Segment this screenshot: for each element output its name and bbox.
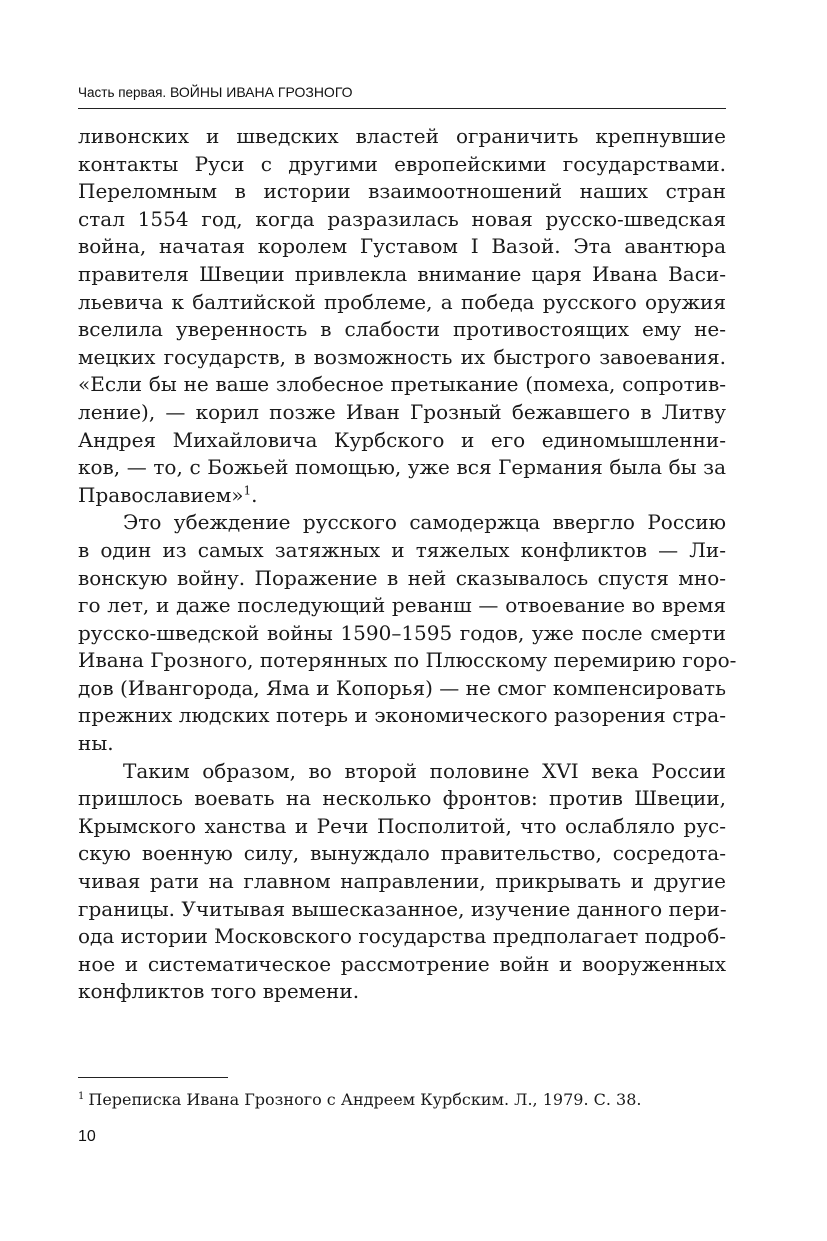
running-head-title: ВОЙНЫ ИВАНА ГРОЗНОГО (170, 84, 353, 100)
text-line: «Если бы не ваше злобесное претыкание (помеха, сопротив- (78, 372, 726, 397)
text-line-content: Православием» (78, 482, 244, 507)
text-line: вселила уверенность в слабости противостоящих ему не- (78, 317, 726, 342)
text-line: правителя Швеции привлекла внимание царя Ивана Васи- (78, 261, 726, 286)
footnote-reference[interactable]: 1 (243, 483, 252, 498)
text-line-last (78, 482, 726, 510)
text-line: война, начатая королем Густавом I Вазой. Эта авантюра (78, 234, 726, 259)
footnote-text: Переписка Ивана Грозного с Андреем Курбским. Л., 1979. С. 38. (88, 1090, 642, 1109)
text-line: ление), — корил позже Иван Грозный бежавшего в Литву (78, 399, 726, 424)
text-line: прежних людских потерь и экономического разорения стра- (78, 703, 726, 728)
text-line: ков, — то, с Божьей помощью, уже вся Германия была бы за (78, 455, 726, 480)
footnote (78, 1090, 641, 1109)
text-line: стал 1554 год, когда разразилась новая русско-шведская (78, 206, 726, 231)
header-rule (78, 108, 726, 109)
sentence-period: . (251, 482, 258, 507)
text-line: пришлось воевать на несколько фронтов: против Швеции, (78, 786, 726, 811)
text-line: льевича к балтийской проблеме, а победа русского оружия (78, 289, 726, 314)
footnote-rule (78, 1077, 228, 1078)
text-line: ливонских и шведских властей ограничить крепнувшие (78, 124, 726, 148)
page-number: 10 (78, 1128, 96, 1145)
text-line: русско-шведской войны 1590–1595 годов, уже после смерти (78, 620, 726, 645)
text-line-indent: Таким образом, во второй половине XVI века России (123, 758, 726, 783)
text-line: скую военную силу, вынуждало правительство, сосредота- (78, 841, 726, 866)
text-line-last: ны. (78, 731, 114, 756)
running-head-part: Часть первая. (78, 85, 167, 100)
text-line: дов (Ивангорода, Яма и Копорья) — не смог компенсировать (78, 675, 726, 700)
text-line-last: конфликтов того времени. (78, 979, 360, 1004)
text-line: вонскую войну. Поражение в ней сказывалось спустя мно- (78, 565, 726, 590)
text-line: границы. Учитывая вышесказанное, изучение данного пери- (78, 896, 727, 921)
text-line: чивая рати на главном направлении, прикрывать и другие (78, 869, 726, 894)
text-line: Ивана Грозного, потерянных по Плюсскому перемирию горо- (78, 648, 737, 673)
footnote-number: 1 (78, 1090, 85, 1102)
text-line: мецких государств, в возможность их быстрого завоевания. (78, 344, 726, 369)
paragraph-2 (78, 509, 737, 757)
text-line: Переломным в истории взаимоотношений наших стран (78, 179, 726, 204)
text-line: контакты Руси с другими европейскими государствами. (78, 151, 726, 176)
text-line: ода истории Московского государства предполагает подроб- (78, 924, 726, 949)
text-line: ное и систематическое рассмотрение войн и вооруженных (78, 951, 726, 976)
running-head (78, 84, 353, 100)
body-text (78, 123, 737, 1006)
text-line-indent: Это убеждение русского самодержца ввергло Россию (123, 510, 726, 535)
paragraph-3 (78, 758, 726, 1006)
text-line: Крымского ханства и Речи Посполитой, что ослабляло рус- (78, 813, 726, 838)
text-line: го лет, и даже последующий реванш — отвоевание во время (78, 593, 726, 618)
text-line: Андрея Михайловича Курбского и его единомышленни- (78, 427, 726, 452)
text-line: в один из самых затяжных и тяжелых конфликтов — Ли- (78, 537, 726, 562)
paragraph-1 (78, 123, 726, 509)
